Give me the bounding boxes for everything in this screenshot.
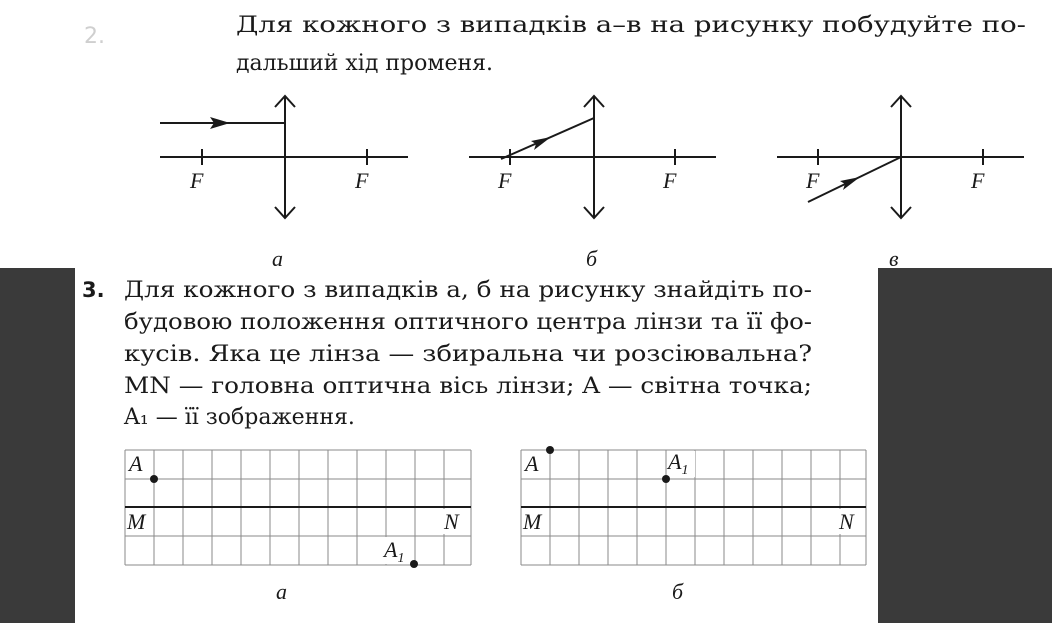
axis-label-n: N xyxy=(444,509,459,534)
caption-3a: а xyxy=(276,579,287,604)
point-a1 xyxy=(662,475,670,483)
page-area-top xyxy=(0,0,1052,268)
focus-label-left: F xyxy=(498,168,512,193)
focus-label-right: F xyxy=(663,168,677,193)
point-a-label: A xyxy=(129,451,143,476)
problem-3-line-5: A₁ — її зображення. xyxy=(124,405,355,430)
point-a xyxy=(150,475,158,483)
problem-3-line-3: кусів. Яка це лінза — збиральна чи розсіювальна? xyxy=(124,342,812,367)
caption-3b: б xyxy=(672,579,684,604)
problem-2-number: 2. xyxy=(84,24,105,49)
caption-2c: в xyxy=(889,246,899,271)
caption-2b: б xyxy=(586,246,598,271)
focus-label-right: F xyxy=(355,168,369,193)
focus-label-right: F xyxy=(971,168,985,193)
caption-2a: а xyxy=(272,246,283,271)
problem-3-line-2: будовою положення оптичного центра лінзи та її фо- xyxy=(124,310,812,335)
focus-label-left: F xyxy=(806,168,820,193)
point-a1 xyxy=(410,560,418,568)
problem-2-line-2: дальший хід променя. xyxy=(236,51,494,76)
point-a xyxy=(546,446,554,454)
axis-label-m: M xyxy=(127,509,146,534)
problem-2-line-1: Для кожного з випадків а–в на рисунку побудуйте по- xyxy=(236,13,1026,38)
problem-3-line-4: MN — головна оптична вісь лінзи; A — світна точка; xyxy=(124,374,812,399)
problem-3-number: 3. xyxy=(82,278,105,302)
point-a1-label: $A_1$ xyxy=(384,537,405,566)
axis-label-m: M xyxy=(523,509,542,534)
axis-label-n: N xyxy=(839,509,854,534)
point-a-label: A xyxy=(525,451,539,476)
point-a1-label: $A_1$ xyxy=(668,449,689,478)
problem-3-line-1: Для кожного з випадків а, б на рисунку знайдіть по- xyxy=(124,278,812,303)
focus-label-left: F xyxy=(190,168,204,193)
